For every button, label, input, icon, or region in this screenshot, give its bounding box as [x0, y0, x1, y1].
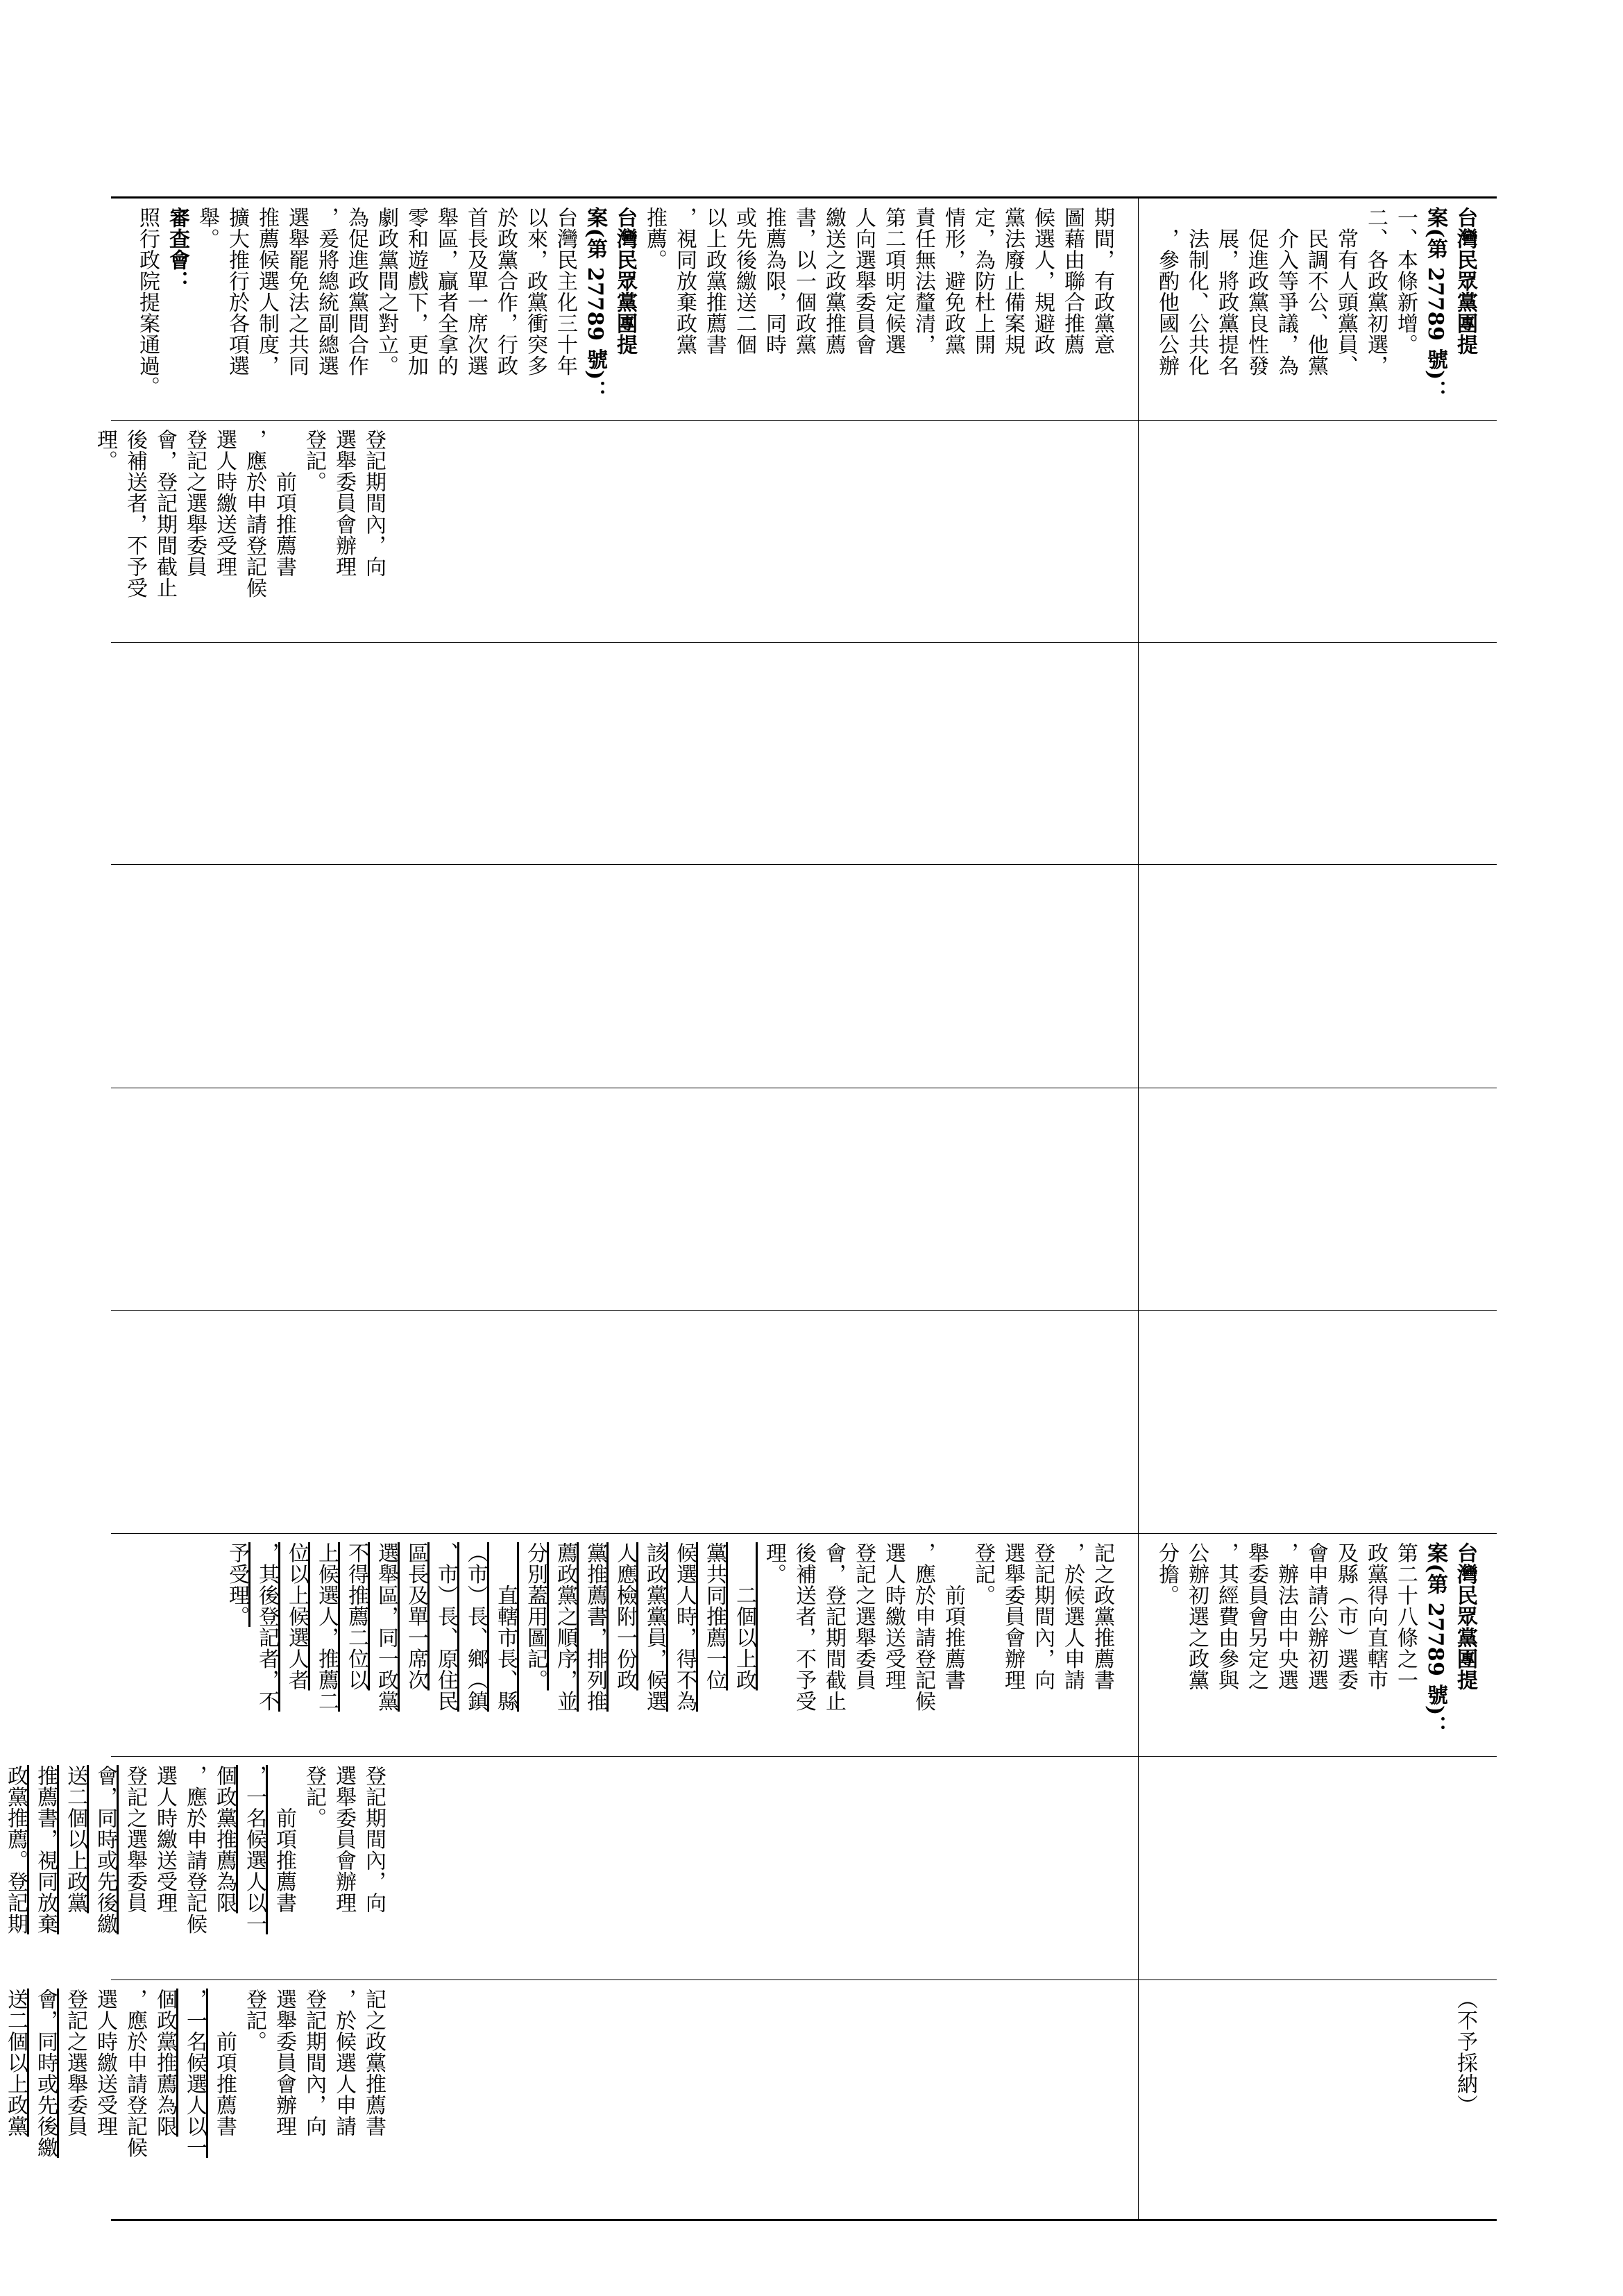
- text-line: 定，為防杜上開: [971, 207, 995, 355]
- text-line: 案(第 27789 號)：: [1423, 207, 1447, 402]
- text-line: 黨共同推薦一位: [702, 1542, 726, 1691]
- text-line: ，一名候選人以一: [182, 1989, 207, 2158]
- text-line: 人向選舉委員會: [851, 207, 876, 355]
- text-line: 政黨推薦。登記期: [3, 1765, 28, 1934]
- text-line: 介入等爭議，為: [1274, 207, 1298, 376]
- text-line: [0, 1765, 1, 1973]
- text-line: 分別蓋用圖記。: [523, 1542, 547, 1691]
- text-line: 位以上候選人者: [284, 1542, 309, 1691]
- text-line: 公辦初選之政黨: [1184, 1542, 1209, 1691]
- text-line: 選人時繳送受理: [153, 1765, 177, 1914]
- text-line: 個政黨推薦為限: [212, 1765, 237, 1914]
- text-line: 台灣民眾黨團提: [1453, 207, 1477, 355]
- text-line: 二個以上政: [732, 1542, 756, 1691]
- text-line: 期間，有政黨意: [1090, 207, 1114, 355]
- text-line: 舉委員會另定之: [1244, 1542, 1268, 1691]
- row-divider: [111, 642, 1497, 643]
- text-line: 展，將政黨提名: [1214, 207, 1239, 376]
- text-line: 選舉委員會辦理: [332, 1765, 356, 1914]
- text-line: 照行政院提案通過。: [135, 207, 160, 398]
- text-line: 前項推薦書: [272, 1765, 296, 1914]
- text-line: ，一名候選人以一: [242, 1765, 266, 1934]
- text-line: 黨推薦書，排列推: [583, 1542, 607, 1712]
- text-line: 民調不公、他黨: [1304, 207, 1328, 376]
- text-line: 一、本條新增。: [1393, 207, 1418, 355]
- text-line: 第二十八條之一: [1393, 1542, 1418, 1691]
- text-line: 為促進政黨間合作: [344, 207, 368, 376]
- text-line: 會，登記期間截止: [153, 429, 177, 598]
- text-line: 登記期間內，向: [1030, 1542, 1055, 1691]
- text-line: 會申請公辦初選: [1304, 1542, 1328, 1691]
- text-line: 後補送者，不予受: [792, 1542, 816, 1712]
- text-line: 擴大推行於各項選: [225, 207, 249, 376]
- text-line: 、市）長、原住民: [434, 1542, 458, 1712]
- text-line: 零和遊戲下，更加: [404, 207, 428, 376]
- text-line: 案(第 27789 號)：: [583, 207, 607, 402]
- text-line: ，其後登記者，不: [255, 1542, 279, 1712]
- text-line: 劇政黨間之對立。: [374, 207, 398, 376]
- text-line: ，視同放棄政黨: [672, 207, 697, 355]
- text-line: 選舉委員會辦理: [272, 1989, 296, 2137]
- text-line: （不予採納）: [1453, 1989, 1477, 2116]
- text-line: 候選人時，得不為: [672, 1542, 697, 1712]
- text-line: 送二個以上政黨: [3, 1989, 28, 2137]
- text-line: 以來，政黨衝突多: [523, 207, 547, 376]
- row-divider: [111, 864, 1497, 865]
- text-line: 選舉罷免法之共同: [284, 207, 309, 376]
- text-line: ，於候選人申請: [332, 1989, 356, 2137]
- text-line: 區長及單一席次: [404, 1542, 428, 1691]
- row1-note-cell: [1139, 199, 1497, 420]
- text-line: 登記期間內，向: [362, 429, 386, 577]
- text-line: 以上政黨推薦書: [702, 207, 726, 355]
- text-line: 個政黨推薦為限: [153, 1989, 177, 2137]
- text-line: 人應檢附一份政: [613, 1542, 637, 1691]
- text-line: 薦政黨之順序，並: [553, 1542, 577, 1712]
- text-line: 選舉區，同一政黨: [374, 1542, 398, 1712]
- text-line: 登記。: [302, 1765, 326, 1829]
- text-line: 理。: [762, 1542, 786, 1585]
- text-line: ，參酌他國公辦: [1155, 207, 1179, 376]
- text-line: 會，登記期間截止: [822, 1542, 846, 1712]
- text-line: 記之政黨推薦書: [362, 1989, 386, 2137]
- row-divider: [111, 1310, 1497, 1311]
- text-line: 該政黨黨員，候選: [643, 1542, 667, 1712]
- text-line: 登記之選舉委員: [123, 1765, 147, 1914]
- text-line: 登記。: [971, 1542, 995, 1606]
- text-line: 或先後繳送二個: [732, 207, 756, 355]
- text-line: ，爰將總統副總選: [314, 207, 339, 376]
- text-line: 登記。: [302, 429, 326, 493]
- text-line: 會，同時或先後繳: [93, 1765, 117, 1934]
- text-line: 台灣民眾黨團提: [613, 207, 637, 355]
- text-line: 繳送之政黨推薦: [822, 207, 846, 355]
- text-line: 送二個以上政黨: [63, 1765, 87, 1914]
- text-line: 登記期間內，向: [302, 1989, 326, 2137]
- text-line: 予受理。: [225, 1542, 249, 1627]
- text-line: 前項推薦書: [941, 1542, 965, 1691]
- text-line: 第二項明定候選: [881, 207, 906, 355]
- text-line: 登記期間內，向: [362, 1765, 386, 1914]
- text-line: 舉區，贏者全拿的: [434, 207, 458, 376]
- text-line: 政黨得向直轄市: [1363, 1542, 1388, 1691]
- text-line: 分擔。: [1155, 1542, 1179, 1606]
- text-line: ，應於申請登記候: [182, 1765, 207, 1934]
- text-line: 責任無法釐清，: [911, 207, 935, 355]
- text-line: ，應於申請登記候: [123, 1989, 147, 2158]
- text-line: 台灣民主化三十年: [553, 207, 577, 376]
- text-line: 首長及單一席次選: [464, 207, 488, 376]
- text-line: 候選人，規避政: [1030, 207, 1055, 355]
- text-line: 選人時繳送受理: [212, 429, 237, 577]
- text-line: 後補送者，不予受: [123, 429, 147, 598]
- text-line: 圖藉由聯合推薦: [1060, 207, 1085, 355]
- row10-decision-cell: [1139, 1980, 1497, 2219]
- column-divider: [1138, 196, 1139, 2221]
- text-line: ，其經費由參與: [1214, 1542, 1239, 1691]
- text-line: 理。: [93, 429, 117, 471]
- text-line: 促進政黨良性發: [1244, 207, 1268, 376]
- text-line: 不得推薦二位以: [344, 1542, 368, 1691]
- text-line: 選舉委員會辦理: [1001, 1542, 1025, 1691]
- text-line: 登記之選舉委員: [182, 429, 207, 577]
- text-line: 法制化、公共化: [1184, 207, 1209, 376]
- row2-law-text-cell: [93, 421, 1138, 642]
- text-line: ，於候選人申請: [1060, 1542, 1085, 1691]
- text-line: 推薦候選人制度，: [255, 207, 279, 376]
- row9-law-text-cell: [3, 1757, 1138, 1980]
- text-line: 台灣民眾黨團提: [1453, 1542, 1477, 1691]
- text-line: 記之政黨推薦書: [1090, 1542, 1114, 1691]
- text-line: 黨法廢止備案規: [1001, 207, 1025, 355]
- row8-law-text-cell: [111, 1534, 1138, 1756]
- text-line: 情形，避免政黨: [941, 207, 965, 355]
- text-line: 及縣（市）選委: [1334, 1542, 1358, 1691]
- text-line: （市）長、鄉（鎮: [464, 1542, 488, 1712]
- text-line: 案(第 27789 號)：: [1423, 1542, 1447, 1737]
- row10-law-text-cell: [3, 1980, 1138, 2219]
- text-line: 推薦。: [643, 207, 667, 271]
- text-line: [0, 1989, 1, 2211]
- text-line: 二、各政黨初選，: [1363, 207, 1388, 376]
- text-line: 舉。: [195, 207, 219, 249]
- text-line: 前項推薦書: [272, 429, 296, 577]
- text-line: 於政黨合作，行政: [493, 207, 518, 376]
- text-line: 直轄市長、縣: [493, 1542, 518, 1712]
- text-line: 常有人頭黨員、: [1334, 207, 1358, 376]
- text-line: ，應於申請登記候: [911, 1542, 935, 1712]
- text-line: 上候選人，推薦二: [314, 1542, 339, 1712]
- text-line: 書，以一個政黨: [792, 207, 816, 355]
- text-line: 審查會：: [165, 207, 189, 292]
- text-line: 前項推薦書: [212, 1989, 237, 2137]
- text-line: 選人時繳送受理: [93, 1989, 117, 2137]
- text-line: ，辦法由中央選: [1274, 1542, 1298, 1691]
- text-line: 推薦書，視同放棄: [33, 1765, 58, 1934]
- text-line: 登記之選舉委員: [851, 1542, 876, 1691]
- text-line: 選人時繳送受理: [881, 1542, 906, 1691]
- row1-explanation-cell: [111, 199, 1138, 420]
- text-line: 選舉委員會辦理: [332, 429, 356, 577]
- table-bottom-rule: [111, 2219, 1497, 2221]
- text-line: 登記。: [242, 1989, 266, 2052]
- text-line: ，應於申請登記候: [242, 429, 266, 598]
- text-line: 登記之選舉委員: [63, 1989, 87, 2137]
- text-line: 會，同時或先後繳: [33, 1989, 58, 2158]
- text-line: 推薦為限，同時: [762, 207, 786, 355]
- row8-proposal-cell: [1139, 1534, 1497, 1756]
